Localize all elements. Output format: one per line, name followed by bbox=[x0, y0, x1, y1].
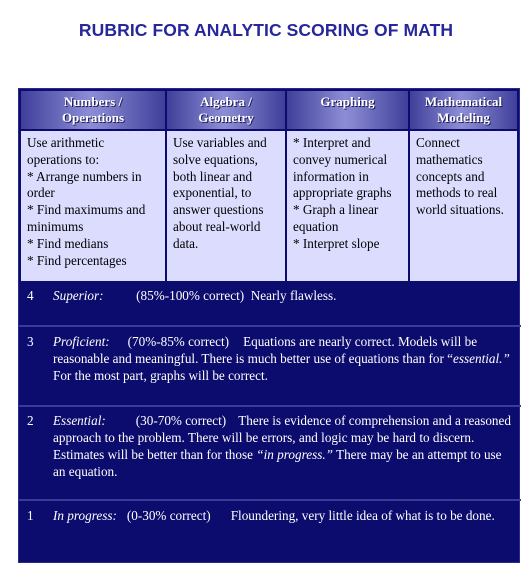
level-description: There is evidence of comprehension and a reasoned approach to the problem. There will be errors, and logic may be hard to discern. Estimates will be better than for those bbox=[53, 413, 511, 462]
column-header-mathematical-modeling: Mathematical Modeling bbox=[410, 91, 517, 129]
description-row bbox=[21, 131, 517, 281]
level-score: 1 bbox=[27, 508, 34, 523]
row-divider bbox=[19, 405, 521, 407]
level-score: 3 bbox=[27, 334, 34, 349]
level-score: 2 bbox=[27, 413, 34, 428]
description-mathematical-modeling: Connect mathematics concepts and methods to real world situations. bbox=[410, 131, 517, 281]
row-divider bbox=[19, 499, 521, 501]
level-range: (30-70% correct) bbox=[135, 413, 227, 428]
column-header-numbers-operations: Numbers / Operations bbox=[21, 91, 167, 129]
level-quote: essential.” bbox=[453, 351, 510, 366]
column-header-graphing: Graphing bbox=[287, 91, 410, 129]
column-header-algebra-geometry: Algebra / Geometry bbox=[167, 91, 287, 129]
level-text bbox=[53, 333, 511, 384]
level-name: Essential: bbox=[53, 413, 106, 428]
level-name: Superior: bbox=[53, 288, 104, 303]
level-name: Proficient: bbox=[53, 334, 110, 349]
level-text bbox=[53, 287, 511, 304]
page-title: RUBRIC FOR ANALYTIC SCORING OF MATH bbox=[78, 20, 454, 40]
level-description: Floundering, very little idea of what is to be done. bbox=[230, 508, 495, 523]
level-range: (70%-85% correct) bbox=[127, 334, 230, 349]
level-quote: “in progress.” bbox=[256, 447, 333, 462]
description-graphing: * Interpret and convey numerical information in appropriate graphs * Graph a linear equation * Interpret slope bbox=[287, 131, 410, 281]
row-divider bbox=[19, 325, 521, 327]
level-name: In progress: bbox=[53, 508, 117, 523]
header-row bbox=[21, 91, 517, 129]
level-description: Equations are nearly correct. Models will be reasonable and meaningful. There is much better use of equations than for “ bbox=[53, 334, 478, 366]
level-score: 4 bbox=[27, 288, 34, 303]
level-range: (0-30% correct) bbox=[126, 508, 211, 523]
description-numbers-operations: Use arithmetic operations to: * Arrange numbers in order * Find maximums and minimums * Find medians * Find percentages bbox=[21, 131, 167, 281]
level-description-end: For the most part, graphs will be correct. bbox=[53, 368, 268, 383]
level-text bbox=[53, 507, 511, 524]
level-range: (85%-100% correct) bbox=[136, 288, 245, 303]
level-text bbox=[53, 412, 511, 480]
rubric-table bbox=[18, 88, 520, 563]
description-algebra-geometry: Use variables and solve equations, both linear and exponential, to answer questions about real-world data. bbox=[167, 131, 287, 281]
level-description-end: There may be an attempt to use an equation. bbox=[53, 447, 502, 479]
level-description: Nearly flawless. bbox=[250, 288, 337, 303]
